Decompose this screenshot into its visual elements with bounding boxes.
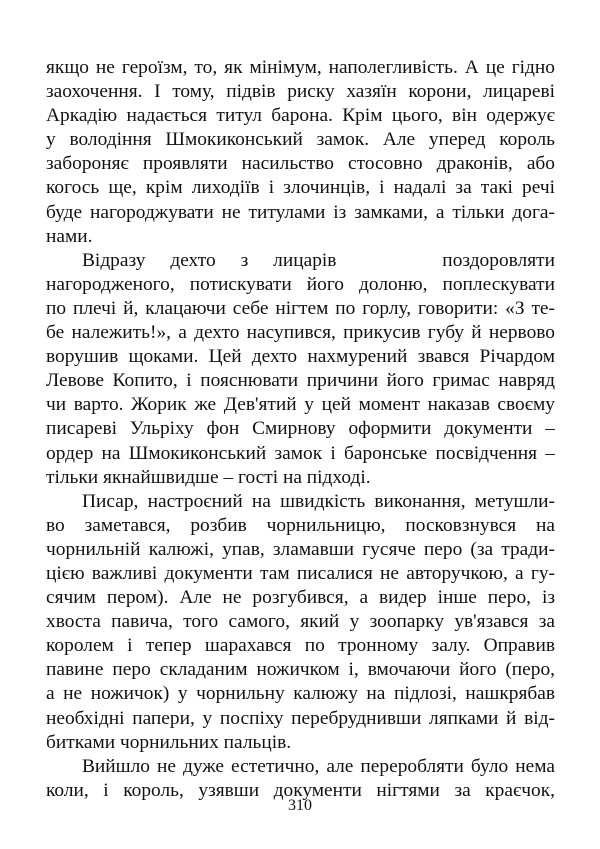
- text-line: Вийшло не дуже естетично, але переробляти було нема: [82, 755, 555, 777]
- text-line: тільки якнайшвидше – гості на підході.: [46, 466, 371, 488]
- text-line: заохочення. І тому, підвів риску хазяїн корони, лицареві: [46, 81, 555, 103]
- text-line: по плечі й, клацаючи себе нігтем по горлу, говорити: «З те-: [46, 297, 555, 319]
- text-line: хвоста павича, того самого, який у зоопарку ув'язався за: [46, 611, 555, 633]
- text-line: коли, і король, узявши документи нігтями за краєчок,: [46, 779, 555, 801]
- text-line: ордер на Шмокиконський замок і баронське посвідчення –: [46, 442, 555, 464]
- text-line: нагородженого, потискувати його долоню, поплескувати: [46, 273, 555, 295]
- text-line: Писар, настроєний на швидкість виконання, метушли-: [82, 490, 555, 512]
- paragraph-2: [46, 249, 555, 490]
- text-line: нами.: [46, 225, 93, 247]
- text-line: во заметався, розбив чорнильницю, посковзнувся на: [46, 514, 555, 536]
- text-line: необхідні папери, у поспіху перебруднивши ляпками й від-: [46, 707, 555, 729]
- text-line: буде нагороджувати не титулами із замками, а тільки дога-: [46, 201, 555, 223]
- page-number: 310: [288, 797, 312, 814]
- text-line: забороняє проявляти насильство стосовно драконів, або: [46, 153, 555, 175]
- text-line: чи варто. Жорик же Дев'ятий у цей момент наказав своєму: [46, 394, 555, 416]
- text-line: Відразу дехто з лицарів поздоровляти: [82, 249, 555, 271]
- text-line: писареві Ульріху фон Смирнову оформити документи –: [46, 418, 555, 440]
- text-line: павине перо складаним ножичком і, вмочаючи його (перо,: [46, 659, 555, 681]
- paragraph-1: [46, 56, 555, 249]
- page-body: [46, 56, 555, 803]
- text-line: когось ще, крім лиходіїв і злочинців, і надалі за такі речі: [46, 177, 555, 199]
- text-line: сячим пером). Але не розгубився, а видер інше перо, із: [46, 587, 555, 609]
- text-line: королем і тепер шарахався по тронному залу. Оправив: [46, 635, 555, 657]
- text-line: чорнильній калюжі, упав, зламавши гусяче перо (за тради-: [46, 538, 555, 560]
- text-line: Аркадію надається титул барона. Крім цього, він одержує: [46, 105, 555, 127]
- text-line: Левове Копито, і пояснювати причини його гримас навряд: [46, 370, 555, 392]
- text-line: цією важливі документи там писалися не авторучкою, а гу-: [46, 562, 555, 584]
- text-line: якщо не героїзм, то, як мінімум, наполегливість. А це гідно: [46, 57, 555, 78]
- text-line: а не ножичок) у чорнильну калюжу на підлозі, нашкрябав: [46, 683, 555, 705]
- text-line: у володіння Шмокиконський замок. Але уперед король: [46, 129, 555, 151]
- paragraph-3: [46, 490, 555, 755]
- text-line: битками чорнильних пальців.: [46, 731, 292, 753]
- text-line: бе належить!», а дехто насупився, прикусив губу й нервово: [46, 322, 555, 344]
- text-line: ворушив щоками. Цей дехто нахмурений звався Річардом: [46, 346, 555, 368]
